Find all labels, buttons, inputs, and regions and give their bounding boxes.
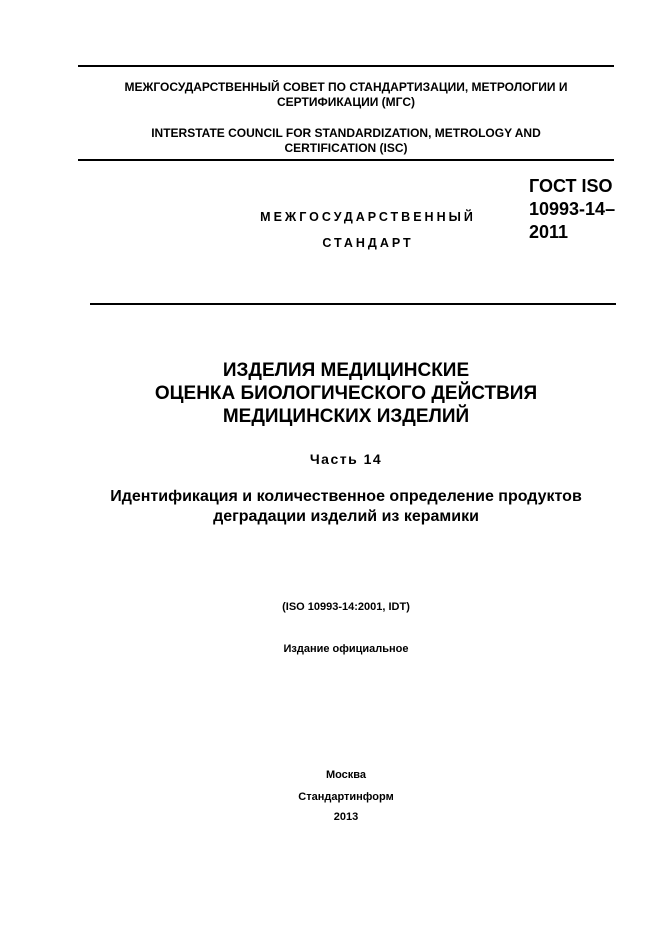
publication-city: Москва	[325, 769, 367, 781]
title-line-3: МЕДИЦИНСКИХ ИЗДЕЛИЙ	[222, 406, 470, 427]
publisher-name: Стандартинформ	[298, 791, 394, 803]
subtitle-line-2: деградации изделий из керамики	[213, 508, 479, 525]
bottom-divider	[90, 303, 616, 305]
top-divider	[78, 65, 614, 67]
subtitle-line-1: Идентификация и количественное определение продуктов	[110, 488, 582, 505]
title-line-2: ОЦЕНКА БИОЛОГИЧЕСКОГО ДЕЙСТВИЯ	[154, 383, 538, 404]
part-number: Часть 14	[309, 451, 383, 467]
council-en-line-2: CERTIFICATION (ISC)	[284, 141, 408, 155]
standard-type-label-line-2: СТАНДАРТ	[322, 236, 414, 250]
middle-divider	[78, 159, 614, 161]
standard-number-line-1: ГОСТ ISO	[529, 176, 613, 196]
standard-number-line-2: 10993-14–	[529, 199, 616, 219]
council-ru-line-2: СЕРТИФИКАЦИИ (МГС)	[277, 95, 415, 109]
document-subtitle	[40, 487, 652, 527]
council-en-line-1: INTERSTATE COUNCIL FOR STANDARDIZATION, METROLOGY AND	[151, 126, 541, 140]
publication-year: 2013	[333, 811, 359, 823]
standard-number	[529, 175, 649, 244]
iso-reference: (ISO 10993-14:2001, IDT)	[282, 601, 410, 613]
council-name-english	[78, 126, 614, 156]
edition-label: Издание официальное	[283, 643, 409, 655]
council-name-russian	[78, 80, 614, 110]
standard-number-line-3: 2011	[529, 222, 569, 242]
title-line-1: ИЗДЕЛИЯ МЕДИЦИНСКИЕ	[222, 360, 470, 381]
standard-type-label-line-1: МЕЖГОСУДАРСТВЕННЫЙ	[260, 210, 476, 224]
document-title	[40, 359, 652, 428]
council-ru-line-1: МЕЖГОСУДАРСТВЕННЫЙ СОВЕТ ПО СТАНДАРТИЗАЦИИ, МЕТРОЛОГИИ И	[124, 80, 568, 94]
